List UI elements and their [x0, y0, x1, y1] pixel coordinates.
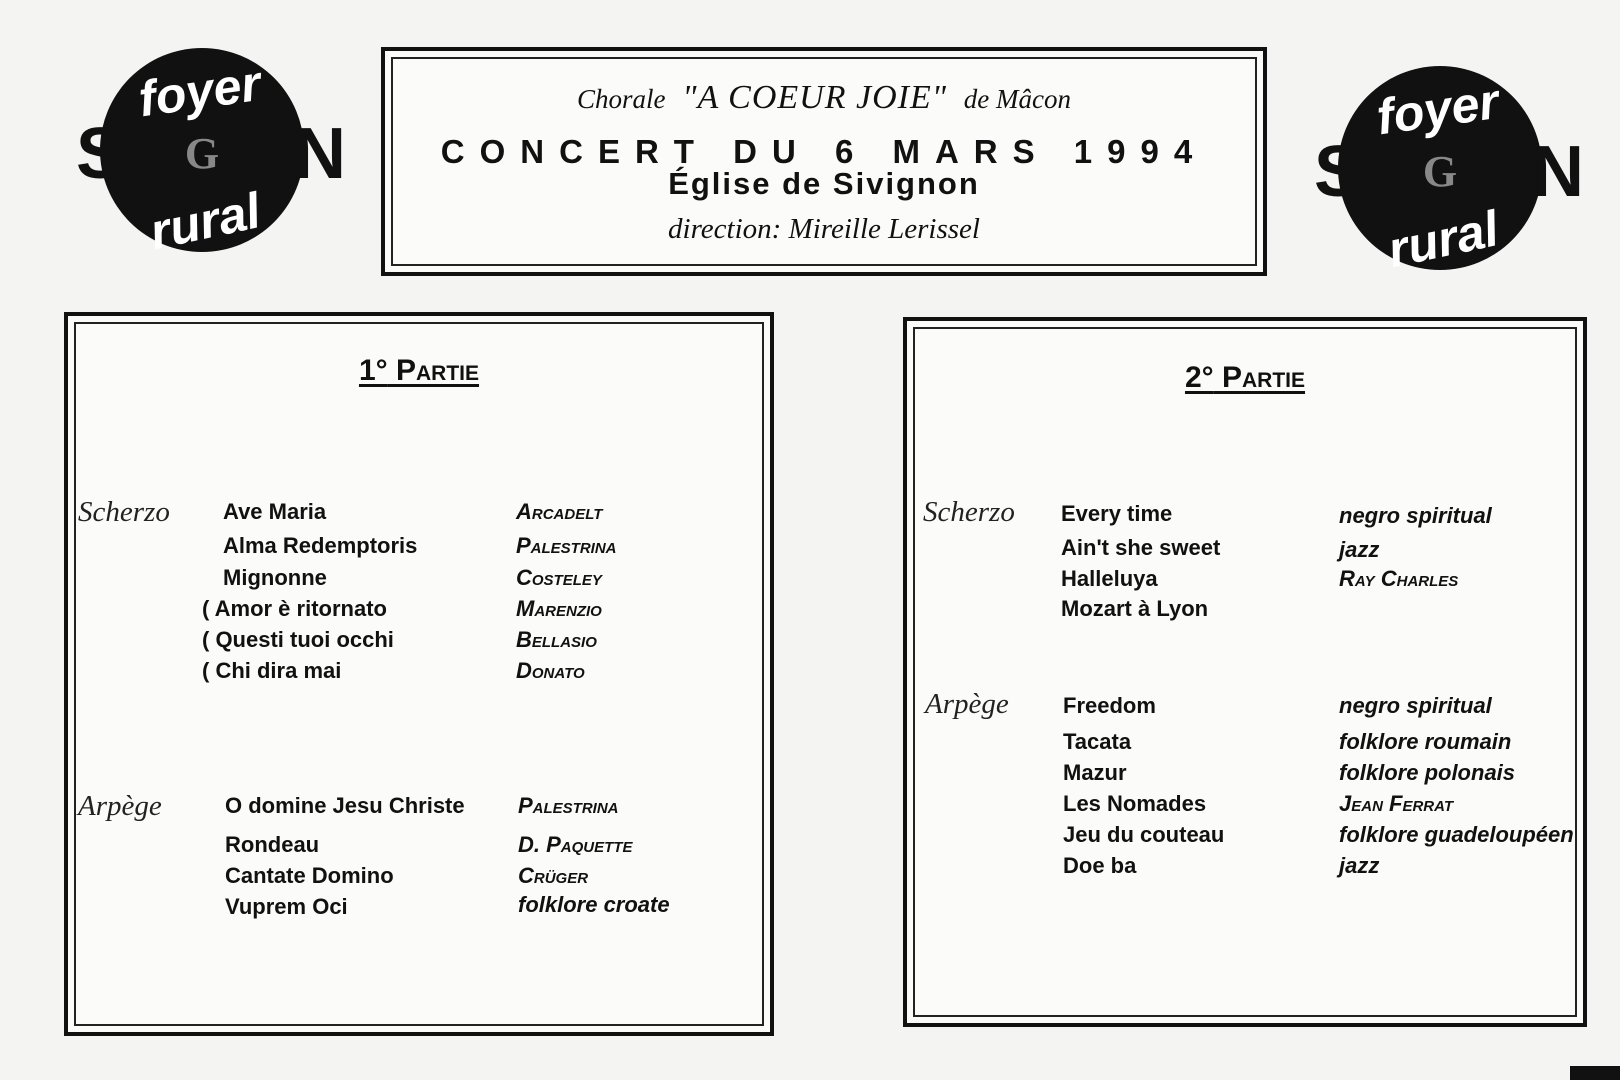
section-label-scherzo: Scherzo: [923, 496, 1015, 528]
piece-composer: Marenzio: [516, 596, 602, 621]
logo-letter-left: S: [76, 114, 125, 194]
piece-composer: Arcadelt: [516, 499, 603, 524]
part-2-word: Partie: [1222, 361, 1306, 394]
logo-center-mark: G: [1422, 147, 1458, 196]
corner-mark: [1570, 1066, 1620, 1080]
choir-name: "A COEUR JOIE": [682, 79, 948, 116]
piece-composer: folklore polonais: [1339, 760, 1516, 785]
program-part-2: [903, 317, 1587, 1027]
concert-date: CONCERT DU 6 MARS 1994: [440, 133, 1208, 170]
logo-letter-right: N: [294, 114, 342, 194]
piece-title: Rondeau: [225, 832, 320, 857]
piece-composer: folklore croate: [518, 892, 670, 917]
section-label-arpege: Arpège: [925, 688, 1009, 720]
choir-prefix: Chorale: [576, 84, 666, 114]
section-label-scherzo: Scherzo: [78, 496, 170, 528]
piece-title: Mazur: [1063, 760, 1127, 785]
piece-title: O domine Jesu Christe: [225, 793, 465, 818]
piece-title: Mignonne: [223, 565, 327, 590]
logo-letter-left: S: [1314, 132, 1363, 212]
piece-title: ( Chi dira mai: [202, 658, 342, 683]
foyer-rural-logo-right: [1300, 58, 1580, 278]
piece-composer: Costeley: [516, 565, 602, 590]
piece-title: Mozart à Lyon: [1061, 596, 1209, 621]
foyer-rural-logo-left: [62, 40, 342, 260]
piece-title: Tacata: [1063, 729, 1132, 754]
concert-header-box: [381, 47, 1267, 276]
section-label-arpege: Arpège: [78, 790, 162, 822]
piece-composer: Crüger: [518, 863, 589, 888]
piece-title: Ain't she sweet: [1061, 535, 1221, 560]
part-1-word: Partie: [396, 354, 480, 387]
piece-title: Cantate Domino: [225, 863, 394, 888]
logo-word-top: foyer: [1373, 72, 1503, 146]
piece-composer: Donato: [516, 658, 585, 683]
piece-title: ( Amor è ritornato: [202, 596, 387, 621]
choir-line: [385, 79, 1263, 117]
piece-composer: Ray Charles: [1339, 566, 1459, 591]
logo-letter-right: N: [1532, 132, 1580, 212]
piece-title: Vuprem Oci: [225, 894, 348, 919]
part-2-title: [907, 361, 1583, 395]
logo-word-top: foyer: [135, 54, 265, 128]
piece-composer: Bellasio: [516, 627, 597, 652]
piece-title: Doe ba: [1063, 853, 1137, 878]
part-2-number: 2°: [1184, 361, 1214, 394]
piece-composer: Palestrina: [518, 793, 619, 818]
piece-composer: jazz: [1339, 537, 1380, 562]
piece-composer: folklore roumain: [1339, 729, 1512, 754]
logo-word-bottom: rural: [1382, 200, 1504, 278]
piece-title: Alma Redemptoris: [223, 533, 418, 558]
piece-composer: Palestrina: [516, 533, 617, 558]
piece-title: Les Nomades: [1063, 791, 1207, 816]
foyer-rural-emblem: [62, 40, 342, 260]
concert-venue: Église de Sivignon: [668, 166, 980, 201]
piece-title: Freedom: [1063, 693, 1156, 718]
piece-title: Every time: [1061, 501, 1173, 526]
piece-title: Ave Maria: [223, 499, 327, 524]
piece-composer: jazz: [1339, 853, 1380, 878]
choir-suffix: de Mâcon: [963, 84, 1071, 114]
piece-composer: negro spiritual: [1339, 503, 1492, 528]
foyer-rural-emblem: [1300, 58, 1580, 278]
piece-composer: Jean Ferrat: [1339, 791, 1454, 816]
piece-title: Halleluya: [1061, 566, 1158, 591]
program-part-1: [64, 312, 774, 1036]
piece-title: Jeu du couteau: [1063, 822, 1225, 847]
part-1-title: [68, 354, 770, 388]
piece-composer: negro spiritual: [1339, 693, 1492, 718]
concert-direction: direction: Mireille Lerissel: [668, 213, 980, 245]
logo-word-bottom: rural: [144, 182, 266, 260]
logo-center-mark: G: [184, 129, 220, 178]
piece-composer: folklore guadeloupéen: [1339, 822, 1574, 847]
part-1-number: 1°: [358, 354, 388, 387]
piece-composer: D. Paquette: [518, 832, 633, 857]
piece-title: ( Questi tuoi occhi: [202, 627, 394, 652]
